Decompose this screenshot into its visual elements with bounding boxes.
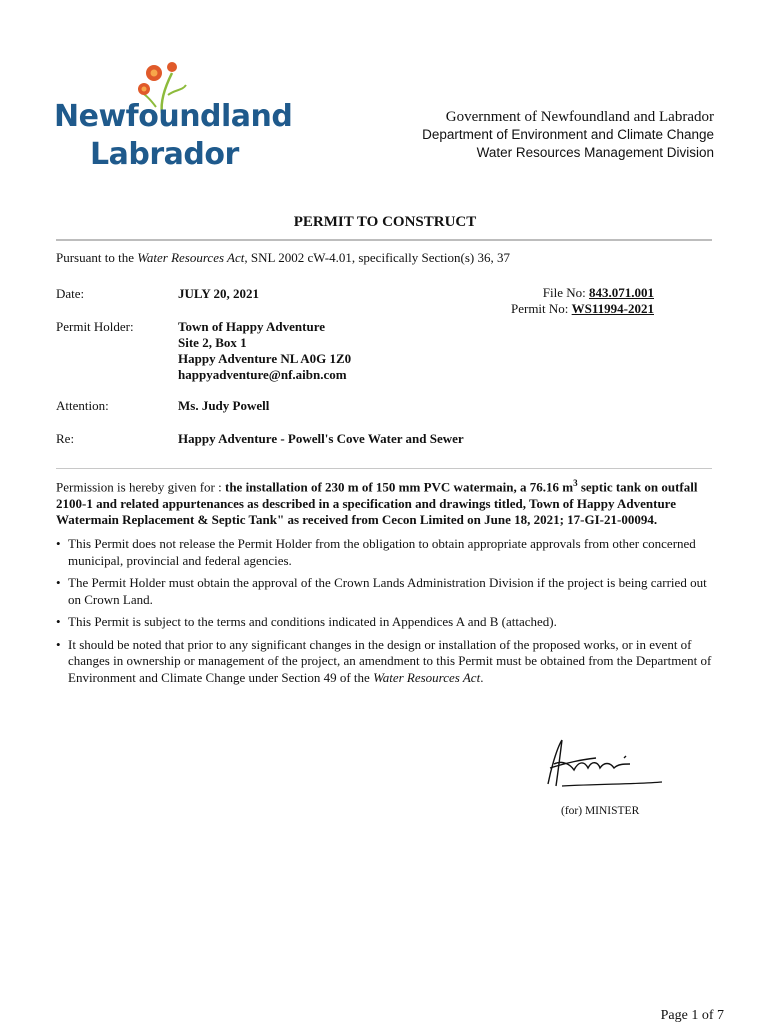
- bullet-icon: •: [56, 636, 61, 652]
- signature-caption: (for) MINISTER: [561, 805, 640, 817]
- department-name: Department of Environment and Climate Change: [422, 127, 714, 142]
- permit-holder-label: Permit Holder:: [56, 319, 134, 334]
- bullet-icon: •: [56, 536, 61, 551]
- permission-statement: [56, 475, 716, 529]
- conditions-list: [56, 536, 716, 692]
- holder-line: Site 2, Box 1: [178, 335, 247, 350]
- pursuant-suffix: , SNL 2002 cW-4.01, specifically Section(s) 36, 37: [244, 250, 510, 265]
- document-title: PERMIT TO CONSTRUCT: [293, 214, 477, 230]
- title-divider: [56, 239, 712, 241]
- permission-lead: Permission is hereby given for :: [56, 479, 225, 495]
- holder-line: Happy Adventure NL A0G 1Z0: [178, 351, 352, 366]
- page-number: Page 1 of 7: [660, 1008, 724, 1023]
- logo-text-labrador: Labrador: [90, 137, 239, 172]
- permit-holder-address: [178, 319, 351, 383]
- list-item: [56, 637, 716, 687]
- re-label: Re:: [56, 431, 75, 446]
- section-divider: [56, 468, 712, 469]
- date-value: JULY 20, 2021: [178, 286, 260, 301]
- file-no-value: 843.071.001: [589, 285, 654, 300]
- bullet-icon: •: [56, 614, 61, 629]
- superscript-3: 3: [573, 478, 578, 488]
- government-logo: [52, 55, 293, 175]
- permit-no-value: WS11994-2021: [571, 301, 654, 316]
- permit-no-label: Permit No:: [510, 301, 572, 316]
- pursuant-statement: [56, 250, 510, 266]
- condition-text: This Permit is subject to the terms and conditions indicated in Appendices A and B (attached).: [68, 614, 557, 629]
- list-item: [56, 614, 716, 631]
- condition-act: Water Resources Act: [373, 669, 481, 685]
- file-reference: [511, 285, 654, 317]
- pursuant-act: Water Resources Act: [137, 250, 245, 265]
- pursuant-prefix: Pursuant to the: [56, 250, 138, 265]
- condition-end: .: [480, 669, 484, 685]
- division-name: Water Resources Management Division: [476, 145, 714, 160]
- list-item: [56, 575, 716, 608]
- condition-text: It should be noted that prior to any significant changes in the design or installation of the proposed works, or in event of changes in ownership or management of the project, an amendment to this Permit must be obtained from the Department of Environment and Climate Change under Section 49 of the: [68, 636, 712, 685]
- bullet-icon: •: [56, 575, 61, 590]
- attention-value: Ms. Judy Powell: [178, 398, 270, 413]
- attention-label: Attention:: [56, 398, 109, 413]
- minister-signature: [540, 734, 670, 794]
- letterhead: [422, 108, 714, 162]
- permission-scope: the installation of 230 m of 150 mm PVC watermain, a 76.16 m: [224, 479, 574, 495]
- holder-email: happyadventure@nf.aibn.com: [178, 367, 347, 382]
- permission-scope-cont: septic tank on outfall 2100-1 and related appurtenances as described in a specification and drawings titled, Town of Happy Adventure Watermain Replacement & Septic Tank" as received from Cecon Limited on June 18, 2021; 17-GI-21-00094.: [56, 479, 698, 528]
- file-no-label: File No:: [542, 285, 589, 300]
- condition-text: This Permit does not release the Permit Holder from the obligation to obtain appropriate approvals from other concerned municipal, provincial and federal agencies.: [68, 536, 696, 568]
- logo-text-newfoundland: Newfoundland: [54, 99, 293, 134]
- condition-text: The Permit Holder must obtain the approval of the Crown Lands Administration Division if the project is being carried out on Crown Land.: [68, 575, 707, 607]
- re-value: Happy Adventure - Powell's Cove Water and Sewer: [178, 431, 464, 446]
- holder-line: Town of Happy Adventure: [178, 319, 326, 334]
- government-name: Government of Newfoundland and Labrador: [445, 109, 714, 125]
- date-label: Date:: [56, 286, 85, 301]
- list-item: [56, 536, 716, 569]
